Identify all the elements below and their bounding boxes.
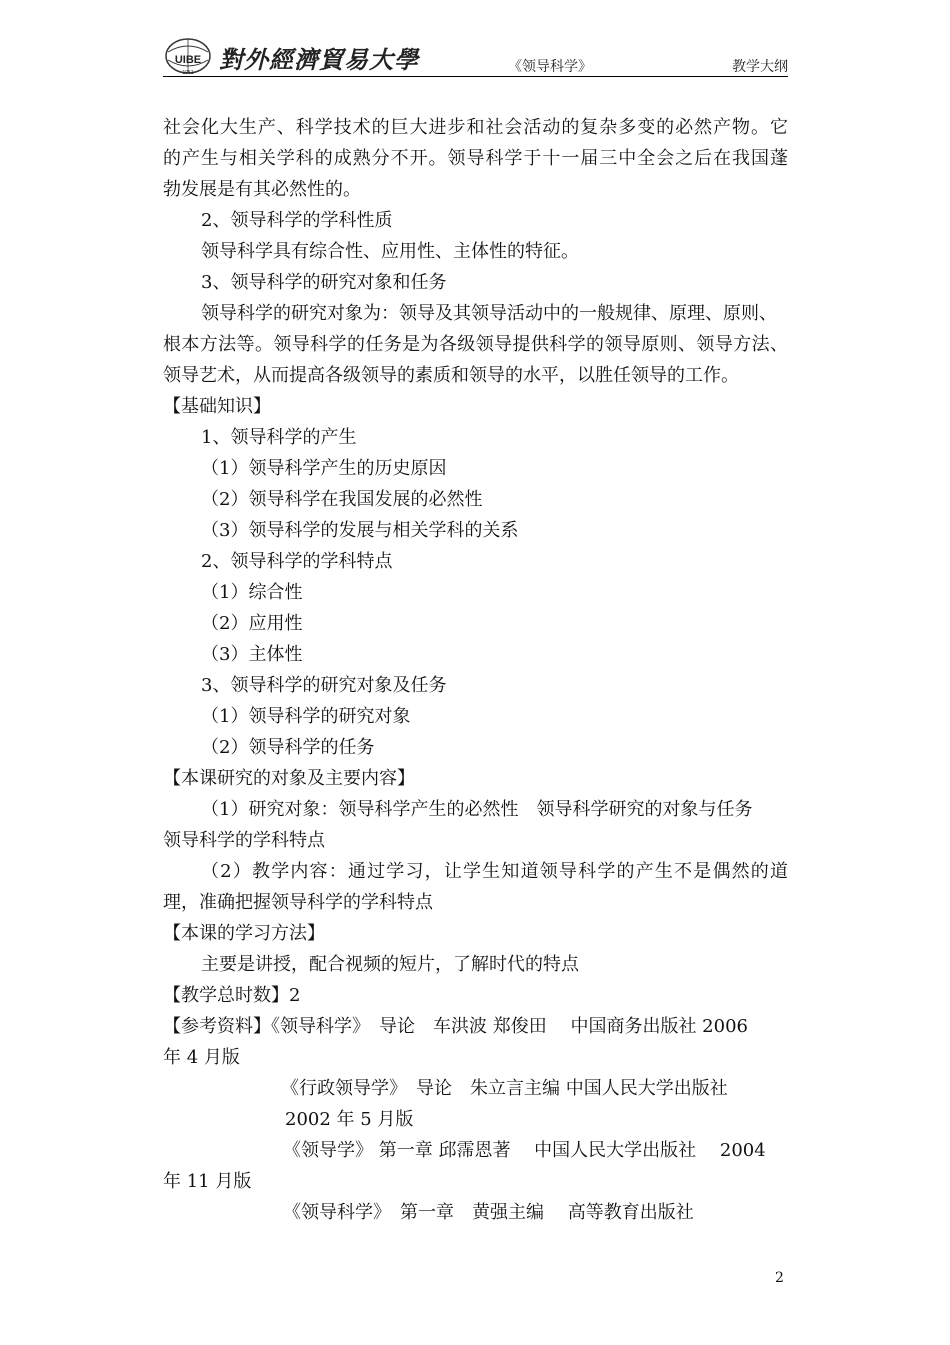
section-title: 【基础知识】 — [163, 396, 271, 417]
text-line: 理，准确把握领导科学的学科特点 — [163, 892, 433, 913]
list-item: （1）领导科学产生的历史原因 — [201, 458, 447, 479]
section-title: 【本课研究的对象及主要内容】 — [163, 768, 415, 789]
university-name: 對外經濟貿易大學 — [219, 45, 419, 74]
section-title: 【教学总时数】2 — [163, 985, 301, 1006]
page-number: 2 — [775, 1270, 784, 1286]
page-header — [163, 30, 788, 80]
list-item: （2）领导科学的任务 — [201, 737, 375, 758]
reference-line: 《领导学》 第一章 邱霈恩著 中国人民大学出版社 2004 — [283, 1140, 766, 1161]
header-rule — [163, 76, 788, 77]
text-line: （1）研究对象：领导科学产生的必然性 领导科学研究的对象与任务 — [201, 799, 753, 820]
text-line: 领导科学具有综合性、应用性、主体性的特征。 — [201, 241, 579, 262]
text-line: 社会化大生产、科学技术的巨大进步和社会活动的复杂多变的必然产物。它 — [163, 117, 788, 138]
text-line: 的产生与相关学科的成熟分不开。领导科学于十一届三中全会之后在我国蓬 — [163, 148, 788, 169]
document-type: 教学大纲 — [732, 59, 788, 75]
text-line: 领导科学的研究对象为：领导及其领导活动中的一般规律、原理、原则、 — [201, 303, 777, 324]
reference-line: 《行政领导学》 导论 朱立言主编 中国人民大学出版社 — [281, 1078, 728, 1099]
document-title: 《领导科学》 — [508, 59, 592, 75]
section-heading: 3、领导科学的研究对象和任务 — [201, 272, 447, 293]
reference-line: 年 11 月版 — [163, 1171, 252, 1192]
reference-line: 【参考资料】《领导科学》 导论 车洪波 郑俊田 中国商务出版社 2006 — [163, 1016, 748, 1037]
list-item: 1、领导科学的产生 — [201, 427, 357, 448]
reference-line: 《领导科学》 第一章 黄强主编 高等教育出版社 — [283, 1202, 694, 1223]
list-item: （2）应用性 — [201, 613, 303, 634]
reference-line: 年 4 月版 — [163, 1047, 240, 1068]
logo-text: UIBE — [174, 54, 202, 66]
list-item: （2）领导科学在我国发展的必然性 — [201, 489, 483, 510]
document-body — [163, 112, 788, 1228]
text-line: 根本方法等。领导科学的任务是为各级领导提供科学的领导原则、领导方法、 — [163, 334, 788, 355]
section-heading: 2、领导科学的学科性质 — [201, 210, 393, 231]
list-item: （3）领导科学的发展与相关学科的关系 — [201, 520, 519, 541]
list-item: （1）领导科学的研究对象 — [201, 706, 411, 727]
reference-line: 2002 年 5 月版 — [285, 1109, 414, 1130]
list-item: 2、领导科学的学科特点 — [201, 551, 393, 572]
list-item: 3、领导科学的研究对象及任务 — [201, 675, 447, 696]
text-line: （2）教学内容：通过学习，让学生知道领导科学的产生不是偶然的道 — [201, 861, 788, 882]
text-line: 勃发展是有其必然性的。 — [163, 179, 361, 200]
list-item: （3）主体性 — [201, 644, 303, 665]
text-line: 主要是讲授，配合视频的短片，了解时代的特点 — [201, 954, 579, 975]
text-line: 领导科学的学科特点 — [163, 830, 325, 851]
university-logo-icon — [163, 36, 213, 76]
text-line: 领导艺术，从而提高各级领导的素质和领导的水平，以胜任领导的工作。 — [163, 365, 739, 386]
list-item: （1）综合性 — [201, 582, 303, 603]
logo-year: 1951 — [182, 70, 194, 76]
section-title: 【本课的学习方法】 — [163, 923, 325, 944]
